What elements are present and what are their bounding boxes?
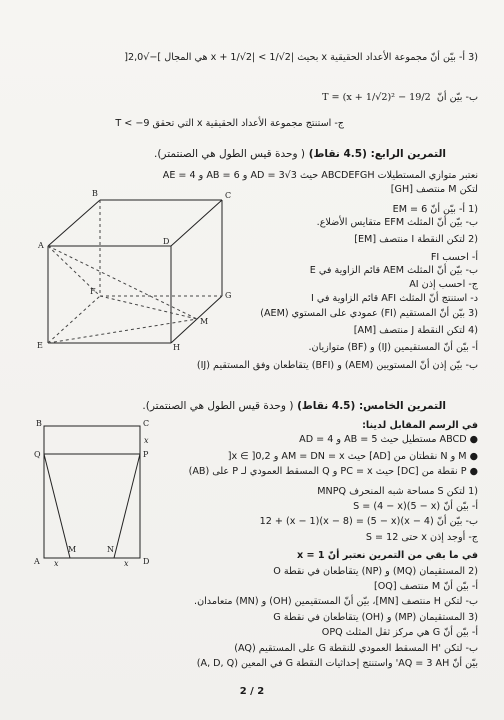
ex5-title	[20, 400, 446, 412]
label-F: F	[90, 287, 96, 296]
ex5-line-4: (1 لتكن S مساحة شبه المنحرف MNPQ	[317, 486, 478, 497]
ex5-line-6: ب- بيّن أنّ (4 − x)(5 − x) = 12 + (x − 1)(x − 8)	[259, 516, 478, 527]
ex4-title-text: التمرين الرابع: (4.5 نقاط)	[308, 148, 446, 160]
label-x-AM: x	[54, 559, 59, 568]
ex3-b-formula: T = (x + 1/√2)² − 19/2	[322, 92, 431, 103]
ex5-line-0: في الرسم المقابل لدينا:	[362, 420, 478, 431]
segment-PN	[114, 454, 140, 558]
ex4-line-0: نعتبر متوازي المستطيلات ABCDEFGH حيث AD = 3√3 و AB = 6 و AE = 4	[162, 170, 478, 181]
cuboid-figure	[32, 186, 242, 351]
ex5-line-14: ب- لتكن 'H المسقط العمودي للنقطة G على المستقيم (AQ)	[234, 643, 478, 654]
ex4-line-4: (2 لتكن النقطة I منتصف [EM]	[354, 234, 478, 245]
label-G: G	[225, 291, 232, 300]
ex3-a-text: أ- بيّن أنّ مجموعة الأعداد الحقيقية x بحيث |x + 1/√2| < 1/√2 هي المجال ]−√2,0[	[124, 52, 466, 63]
label-B: B	[92, 189, 98, 198]
label-x-PC: x	[144, 436, 149, 445]
rectangle-svg	[30, 418, 180, 568]
ex5-line-15: بيّن أنّ AQ = 3 AH' واستنتج إحداثيات النقطة G في المعين (A, D, Q)	[196, 658, 478, 669]
ex5-line-3: ● P نقطة من [DC] حيث PC = x و Q المسقط العمودي لـ P على (AB)	[188, 466, 478, 477]
label-Q: Q	[34, 450, 41, 459]
label-A: A	[38, 241, 44, 250]
ex3-question-number: (3	[468, 52, 478, 63]
label-P: P	[143, 450, 149, 459]
ex4-line-8: د- استنتج أنّ المثلث AFI قائم الزاوية في I	[311, 293, 478, 304]
ex4-line-12: ب- بيّن إذن أنّ المستويين (AEM) و (BFI) يتقاطعان وفق المستقيم (IJ)	[196, 360, 478, 371]
ex4-line-6: ب- بيّن أنّ المثلث AEM قائم الزاوية في E	[309, 265, 478, 276]
ex4-line-2: (1 أ- بيّن أنّ EM = 6	[392, 204, 478, 215]
ex5-line-10: أ- بيّن أنّ M منتصف [OQ]	[373, 581, 478, 592]
ex5-line-5: أ- بيّن أنّ S = (4 − x)(5 − x)	[353, 501, 478, 512]
ex4-title	[20, 148, 446, 160]
cuboid-svg	[32, 186, 242, 351]
ex3-part-b	[20, 92, 478, 104]
ex5-line-2: ● M و N نقطتان من [AD] حيث AM = DN = x و x ∈ ]0,2[	[227, 451, 478, 462]
ex3-b-label: ب- بيّن أنّ	[436, 92, 478, 103]
label-N: N	[107, 545, 114, 554]
rectangle-ABCD	[44, 426, 140, 558]
segment-FM	[100, 296, 197, 319]
label-H: H	[173, 343, 180, 352]
ex5-line-12: (3 المستقيمان (MP) و (OH) يتقاطعان في نقطة G	[273, 612, 478, 623]
ex4-line-3: ب- بيّن أنّ المثلث EFM متقايس الأضلاع.	[316, 217, 478, 228]
ex4-line-5: أ- احسب FI	[430, 252, 478, 263]
ex5-line-11: ب- لتكن H منتصف [MN]، بيّن أنّ المستقيمين (OH) و (MN) متعامدان.	[194, 596, 478, 607]
ex4-unit: ( وحدة قيس الطول هي الصنتمتر).	[154, 148, 306, 160]
label-x-ND: x	[124, 559, 129, 568]
label-M: M	[68, 545, 77, 554]
label-E: E	[37, 341, 43, 350]
segment-AM	[48, 246, 197, 319]
ex5-line-7: ج- أوجد إذن x حتى S = 12	[365, 532, 478, 543]
ex4-line-10: (4 لتكن النقطة J منتصف [AM]	[353, 325, 478, 336]
segment-QM	[44, 454, 70, 558]
label-A: A	[34, 557, 40, 566]
rectangle-figure	[30, 418, 180, 568]
label-M: M	[200, 317, 209, 326]
ex5-line-1: ● ABCD مستطيل حيث AB = 5 و AD = 4	[299, 434, 478, 445]
ex5-line-13: أ- بيّن أنّ G هي مركز ثقل المثلث OPQ	[321, 627, 478, 638]
ex4-line-11: أ- بيّن أنّ المستقيمين (IJ) و (BF) متوازيان.	[308, 342, 478, 353]
ex5-unit: ( وحدة قيس الطول هي الصنتمتر).	[142, 400, 294, 412]
ex3-part-a	[20, 52, 478, 64]
ex3-part-c: ج- استنتج مجموعة الأعداد الحقيقية x التي تحقق T < −9	[115, 118, 344, 129]
ex4-line-9: (3 بيّن أنّ المستقيم (FI) عمودي على المستوي (AEM)	[260, 308, 478, 319]
edge-AB	[48, 200, 100, 246]
label-D: D	[163, 237, 170, 246]
page-number: 2 / 2	[239, 686, 265, 697]
label-D: D	[143, 557, 150, 566]
ex5-line-8: في ما بقي من التمرين نعتبر أنّ x = 1	[296, 550, 478, 561]
ex4-line-7: ج- احسب إذن AI	[409, 279, 478, 290]
ex4-line-1: لتكن M منتصف [GH]	[390, 184, 478, 195]
label-C: C	[143, 419, 150, 428]
ex5-title-text: التمرين الخامس: (4.5 نقاط)	[297, 400, 446, 412]
label-B: B	[36, 419, 42, 428]
edge-CD	[171, 200, 222, 246]
label-C: C	[225, 191, 232, 200]
ex5-line-9: (2 المستقيمان (MQ) و (NP) يتقاطعان في نقطة O	[273, 566, 478, 577]
